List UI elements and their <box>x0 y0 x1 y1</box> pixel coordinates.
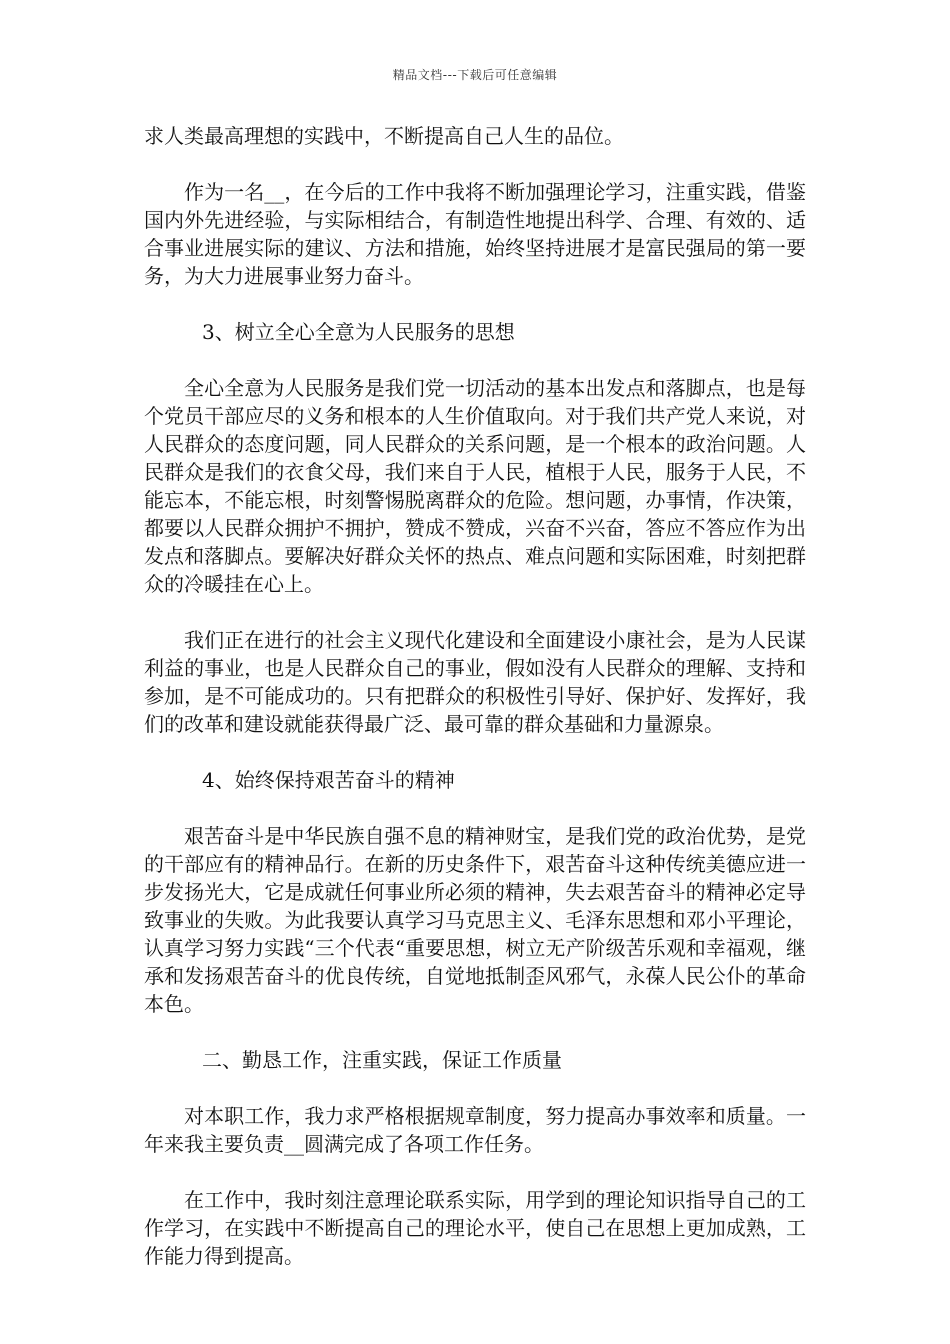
paragraph: 作为一名__，在今后的工作中我将不断加强理论学习，注重实践，借鉴国内外先进经验，与实际相结合，有制造性地提出科学、合理、有效的、适合事业进展实际的建议、方法和措施，始终坚持进展才是富民强局的第一要务，为大力进展事业努力奋斗。 <box>144 180 806 288</box>
page-header: 精品文档---下载后可任意编辑 <box>392 68 558 82</box>
section-heading: 4、始终保持艰苦奋斗的精神 <box>202 768 455 792</box>
document-body <box>144 122 806 1298</box>
section-heading: 二、勤恳工作，注重实践，保证工作质量 <box>202 1048 562 1072</box>
paragraph: 全心全意为人民服务是我们党一切活动的基本出发点和落脚点，也是每个党员干部应尽的义务和根本的人生价值取向。对于我们共产党人来说，对人民群众的态度问题，同人民群众的关系问题，是一个根本的政治问题。人民群众是我们的衣食父母，我们来自于人民，植根于人民，服务于人民，不能忘本，不能忘根，时刻警惕脱离群众的危险。想问题，办事情，作决策，都要以人民群众拥护不拥护，赞成不赞成，兴奋不兴奋，答应不答应作为出发点和落脚点。要解决好群众关怀的热点、难点问题和实际困难，时刻把群众的冷暖挂在心上。 <box>144 376 806 596</box>
paragraph: 艰苦奋斗是中华民族自强不息的精神财宝，是我们党的政治优势，是党的干部应有的精神品行。在新的历史条件下，艰苦奋斗这种传统美德应进一步发扬光大，它是成就任何事业所必须的精神，失去艰苦奋斗的精神必定导致事业的失败。为此我要认真学习马克思主义、毛泽东思想和邓小平理论，认真学习努力实践“三个代表“重要思想，树立无产阶级苦乐观和幸福观，继承和发扬艰苦奋斗的优良传统，自觉地抵制歪风邪气，永葆人民公仆的革命本色。 <box>144 824 806 1016</box>
paragraph: 对本职工作，我力求严格根据规章制度，努力提高办事效率和质量。一年来我主要负责__圆满完成了各项工作任务。 <box>144 1104 806 1156</box>
section-heading: 3、树立全心全意为人民服务的思想 <box>202 320 515 344</box>
paragraph: 我们正在进行的社会主义现代化建设和全面建设小康社会，是为人民谋利益的事业，也是人民群众自己的事业，假如没有人民群众的理解、支持和参加，是不可能成功的。只有把群众的积极性引导好、保护好、发挥好，我们的改革和建设就能获得最广泛、最可靠的群众基础和力量源泉。 <box>144 628 806 736</box>
paragraph-continuation: 求人类最高理想的实践中，不断提高自己人生的品位。 <box>144 124 624 148</box>
paragraph: 在工作中，我时刻注意理论联系实际，用学到的理论知识指导自己的工作学习，在实践中不断提高自己的理论水平，使自己在思想上更加成熟，工作能力得到提高。 <box>144 1188 806 1268</box>
